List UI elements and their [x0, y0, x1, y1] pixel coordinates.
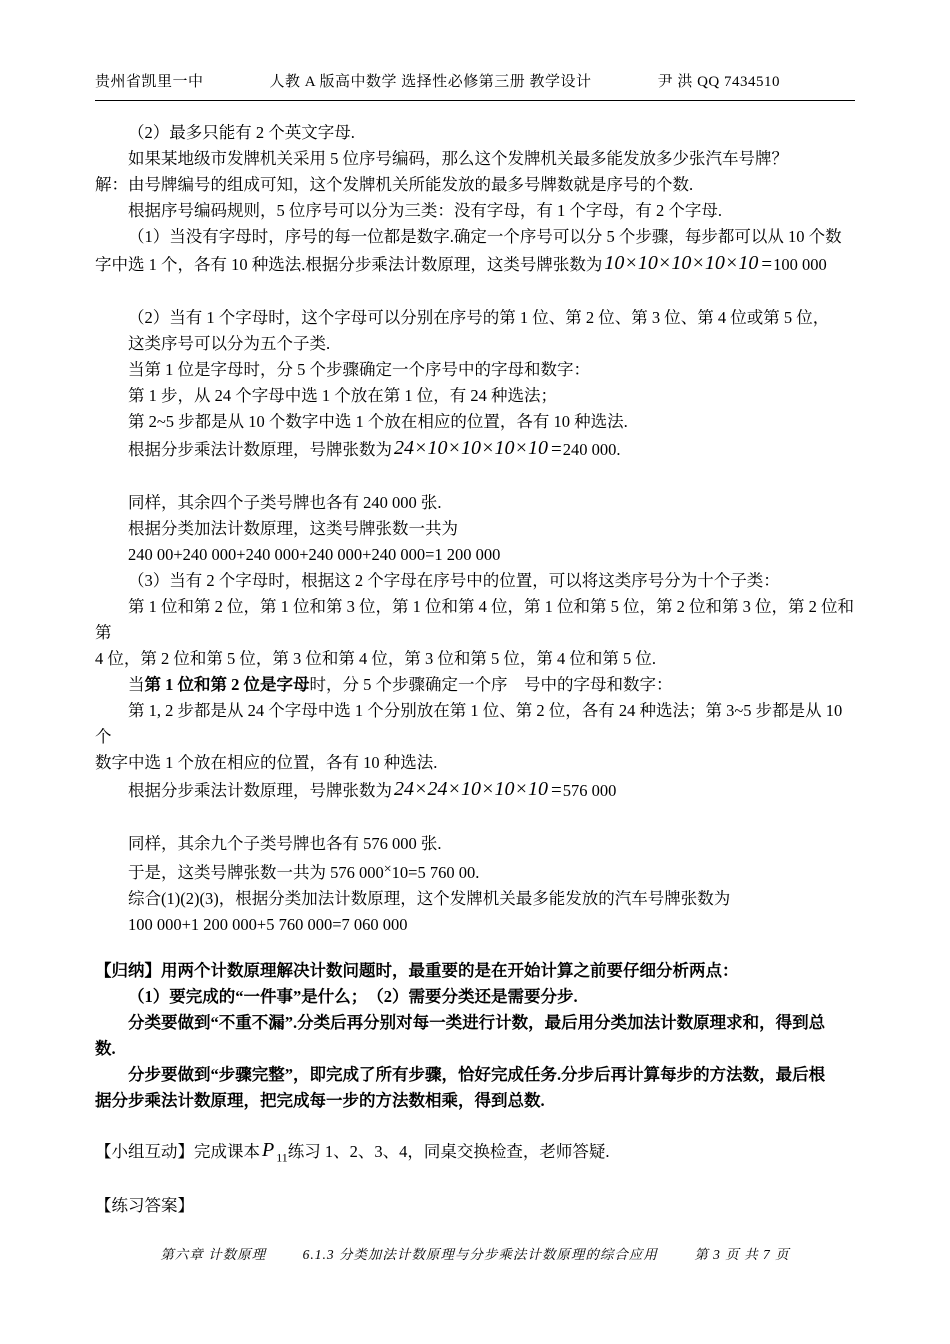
page-header: [95, 70, 855, 101]
formula-1-equals: =: [761, 254, 773, 275]
summary-line-l28: （1）要完成的“一件事”是什么； （2）需要分类还是需要分步.: [128, 987, 578, 1006]
line-l03-solution: 解：由号牌编号的组成可知，这个发牌机关所能发放的最多号牌数就是序号的个数.: [95, 175, 694, 194]
formula-line-1: [95, 250, 857, 278]
summary-line-l32: 据分步乘法计数原理，把完成每一步的方法数相乘，得到总数.: [95, 1091, 545, 1110]
formula-3-pre: 根据分步乘法计数原理，号牌张数为: [128, 781, 392, 800]
l19-bold-phrase: 第 1 位和第 2 位是字母: [144, 675, 310, 694]
formula-2-result: 240 000.: [562, 440, 621, 459]
l33-post: 练习 1、2、3、4，同桌交换检查，老师答疑.: [287, 1142, 610, 1161]
line-l20: 第 1, 2 步都是从 24 个字母中选 1 个分别放在第 1 位、第 2 位，各有 24 种选法；第 3~5 步都是从 10 个: [95, 701, 843, 746]
header-school: 贵州省凯里一中: [95, 74, 204, 90]
line-l17: 第 1 位和第 2 位，第 1 位和第 3 位，第 1 位和第 4 位，第 1 位和第 5 位，第 2 位和第 3 位，第 2 位和第: [95, 597, 854, 642]
line-l14: 根据分类加法计数原理，这类号牌张数一共为: [128, 519, 458, 538]
line-l16: （3）当有 2 个字母时，根据这 2 个字母在序号中的位置，可以将这类序号分为十个子类：: [128, 571, 780, 590]
formula-1-pre: 字中选 1 个，各有 10 种选法.根据分步乘法计数原理，这类号牌张数为: [95, 255, 603, 274]
l19-pre: 当: [128, 675, 145, 694]
formula-line-3: [95, 776, 857, 804]
line-l13: 同样，其余四个子类号牌也各有 240 000 张.: [128, 493, 442, 512]
line-l18: 4 位，第 2 位和第 5 位，第 3 位和第 4 位，第 3 位和第 5 位，第 4 位和第 5 位.: [95, 649, 656, 668]
line-l15-sum: 240 00+240 000+240 000+240 000+240 000=1 200 000: [128, 545, 501, 564]
l24-pre: 于是，这类号牌张数一共为 576 000: [128, 863, 384, 882]
header-author: 尹 洪 QQ 7434510: [657, 74, 780, 90]
document-body: [95, 120, 857, 1219]
line-l01: （2）最多只能有 2 个英文字母.: [128, 123, 355, 142]
summary-line-l30: 数.: [95, 1039, 116, 1058]
header-course-title: 人教 A 版高中数学 选择性必修第三册 教学设计: [269, 74, 592, 90]
l33-textbook-page-number: 11: [276, 1150, 288, 1165]
summary-line-l31: 分步要做到“步骤完整”，即完成了所有步骤，恰好完成任务.分步后再计算每步的方法数，最后根: [128, 1065, 826, 1084]
line-l19: [95, 672, 857, 698]
summary-line-l29: 分类要做到“不重不漏”.分类后再分别对每一类进行计数，最后用分类加法计数原理求和，得到总: [128, 1013, 826, 1032]
formula-2-pre: 根据分步乘法计数原理，号牌张数为: [128, 440, 392, 459]
l24-times-sign: ×: [383, 862, 392, 877]
formula-3-equals: =: [550, 780, 562, 801]
formula-1-result: 100 000: [773, 255, 827, 274]
formula-2-equals: =: [550, 439, 562, 460]
l33-pre: 【小组互动】完成课本: [95, 1142, 260, 1161]
line-l23: 同样，其余九个子类号牌也各有 576 000 张.: [128, 834, 442, 853]
answers-heading-line: 【练习答案】: [95, 1196, 194, 1216]
formula-2-expression: 24×10×10×10×10: [394, 437, 548, 459]
group-activity-line: [95, 1137, 857, 1170]
line-l07: （2）当有 1 个字母时，这个字母可以分别在序号的第 1 位、第 2 位、第 3 位、第 4 位或第 5 位，: [128, 308, 830, 327]
l33-textbook-page-symbol: P: [262, 1139, 275, 1161]
line-l24: [95, 857, 857, 886]
line-l25: 综合(1)(2)(3)，根据分类加法计数原理，这个发牌机关最多能发放的汽车号牌张数为: [128, 889, 731, 908]
formula-3-expression: 24×24×10×10×10: [394, 778, 548, 800]
footer-chapter: 第六章 计数原理: [160, 1247, 267, 1262]
footer-section: 6.1.3 分类加法计数原理与分步乘法计数原理的综合应用: [302, 1247, 658, 1262]
l24-post: 10=5 760 00.: [391, 863, 480, 882]
formula-line-2: [95, 435, 857, 463]
l19-post: 时，分 5 个步骤确定一个序 号中的字母和数字：: [309, 675, 673, 694]
line-l09: 当第 1 位是字母时，分 5 个步骤确定一个序号中的字母和数字：: [128, 360, 590, 379]
line-l04: 根据序号编码规则，5 位序号可以分为三类：没有字母，有 1 个字母，有 2 个字母.: [128, 201, 722, 220]
formula-3-result: 576 000: [562, 781, 617, 800]
footer-page-number: 第 3 页 共 7 页: [694, 1247, 790, 1262]
formula-1-expression: 10×10×10×10×10: [604, 252, 759, 274]
line-l10: 第 1 步，从 24 个字母中选 1 个放在第 1 位，有 24 种选法；: [128, 386, 557, 405]
page-footer: [0, 1243, 950, 1263]
line-l26-total: 100 000+1 200 000+5 760 000=7 060 000: [128, 915, 408, 934]
line-l05: （1）当没有字母时，序号的每一位都是数字.确定一个序号可以分 5 个步骤，每步都可以从 10 个数: [128, 227, 842, 246]
summary-heading-line: 【归纳】用两个计数原理解决计数问题时，最重要的是在开始计算之前要仔细分析两点：: [95, 961, 739, 980]
line-l11: 第 2~5 步都是从 10 个数字中选 1 个放在相应的位置，各有 10 种选法.: [128, 412, 628, 431]
line-l02: 如果某地级市发牌机关采用 5 位序号编码，那么这个发牌机关最多能发放多少张汽车号牌？: [128, 149, 788, 168]
line-l08: 这类序号可以分为五个子类.: [128, 334, 331, 353]
line-l21: 数字中选 1 个放在相应的位置，各有 10 种选法.: [95, 753, 438, 772]
